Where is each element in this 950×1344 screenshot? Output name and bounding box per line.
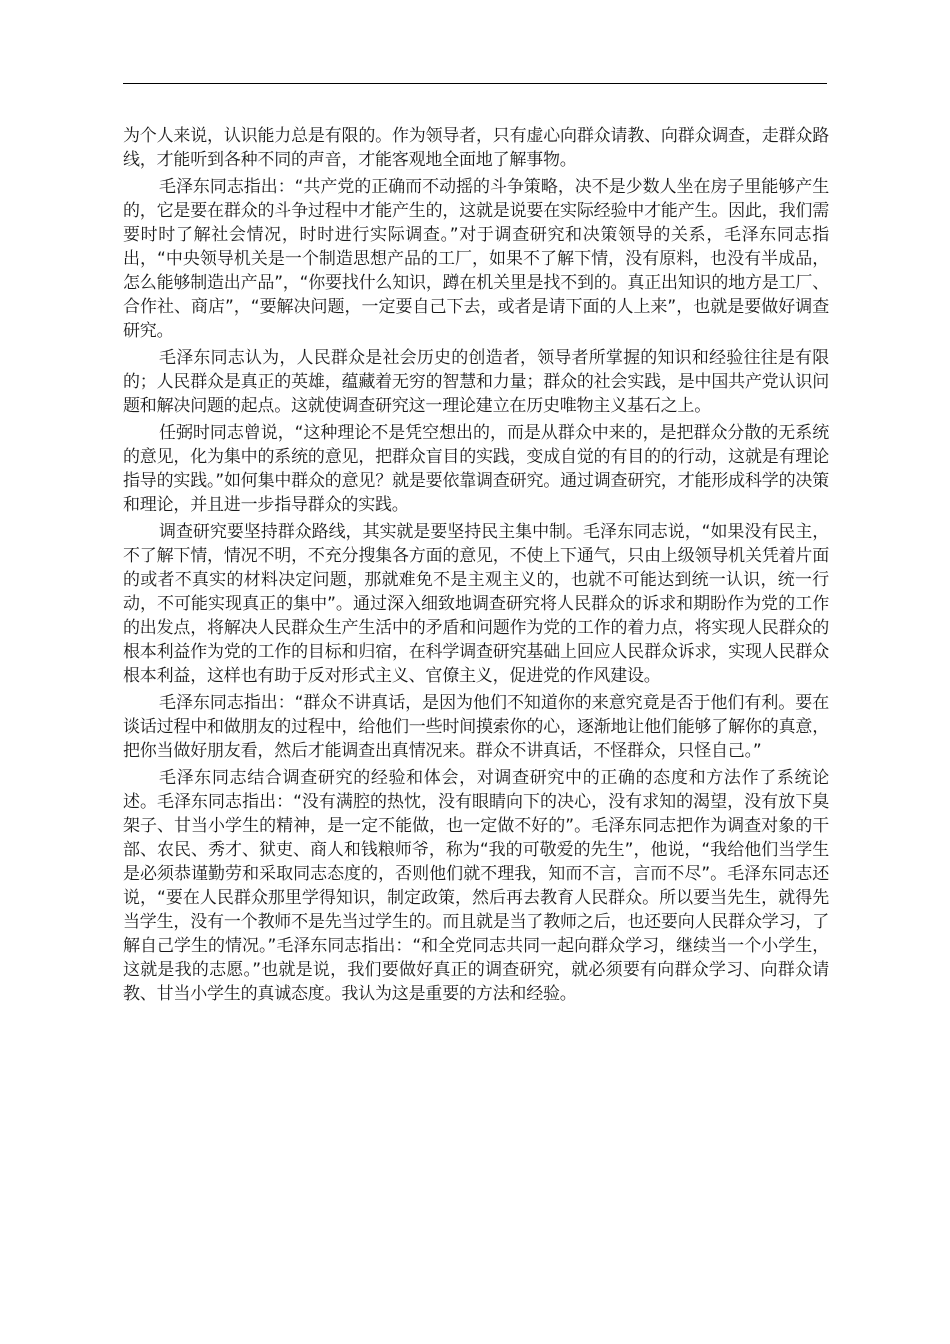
- paragraph-4: 任弼时同志曾说，“这种理论不是凭空想出的，而是从群众中来的，是把群众分散的无系统的意见，化为集中的系统的意见，把群众盲目的实践，变成自觉的有目的的行动，这就是有理论指导的实践。”如何集中群众的意见？就是要依靠调查研究。通过调查研究，才能形成科学的决策和理论，并且进一步指导群众的实践。: [123, 423, 829, 515]
- paragraph-5: 调查研究要坚持群众路线，其实就是要坚持民主集中制。毛泽东同志说，“如果没有民主，不了解下情，情况不明，不充分搜集各方面的意见，不使上下通气，只由上级领导机关凭着片面的或者不真实的材料决定问题，那就难免不是主观主义的，也就不可能达到统一认识，统一行动，不可能实现真正的集中”。通过深入细致地调查研究将人民群众的诉求和期盼作为党的工作的出发点，将解决人民群众生产生活中的矛盾和问题作为党的工作的着力点，将实现人民群众的根本利益作为党的工作的目标和归宿，在科学调查研究基础上回应人民群众诉求，实现人民群众根本利益，这样也有助于反对形式主义、官僚主义，促进党的作风建设。: [123, 522, 829, 686]
- paragraph-2: 毛泽东同志指出：“共产党的正确而不动摇的斗争策略，决不是少数人坐在房子里能够产生的，它是要在群众的斗争过程中才能产生的，这就是说要在实际经验中才能产生。因此，我们需要时时了解社会情况，时时进行实际调查。”对于调查研究和决策领导的关系，毛泽东同志指出，“中央领导机关是一个制造思想产品的工厂，如果不了解下情，没有原料，也没有半成品，怎么能够制造出产品”，“你要找什么知识，蹲在机关里是找不到的。真正出知识的地方是工厂、合作社、商店”，“要解决问题，一定要自己下去，或者是请下面的人上来”，也就是要做好调查研究。: [123, 177, 830, 341]
- paragraph-7: 毛泽东同志结合调查研究的经验和体会，对调查研究中的正确的态度和方法作了系统论述。毛泽东同志指出：“没有满腔的热忱，没有眼睛向下的决心，没有求知的渴望，没有放下臭架子、甘当小学生的精神，是一定不能做，也一定做不好的”。毛泽东同志把作为调查对象的干部、农民、秀才、狱吏、商人和钱粮师爷，称为“我的可敬爱的先生”，他说，“我给他们当学生是必须恭谨勤劳和采取同志态度的，否则他们就不理我，知而不言，言而不尽”。毛泽东同志还说，“要在人民群众那里学得知识，制定政策，然后再去教育人民群众。所以要当先生，就得先当学生，没有一个教师不是先当过学生的。而且就是当了教师之后，也还要向人民群众学习，了解自己学生的情况。”毛泽东同志指出：“和全党同志共同一起向群众学习，继续当一个小学生，这就是我的志愿。”也就是说，我们要做好真正的调查研究，就必须要有向群众学习、向群众请教、甘当小学生的真诚态度。我认为这是重要的方法和经验。: [123, 768, 829, 1004]
- paragraph-3: 毛泽东同志认为，人民群众是社会历史的创造者，领导者所掌握的知识和经验往往是有限的；人民群众是真正的英雄，蕴藏着无穷的智慧和力量；群众的社会实践，是中国共产党认识问题和解决问题的起点。这就使调查研究这一理论建立在历史唯物主义基石之上。: [123, 348, 829, 416]
- paragraph-1: 为个人来说，认识能力总是有限的。作为领导者，只有虚心向群众请教、向群众调查，走群众路线，才能听到各种不同的声音，才能客观地全面地了解事物。: [123, 126, 829, 170]
- document-body: [123, 124, 829, 1009]
- paragraph-6: 毛泽东同志指出：“群众不讲真话，是因为他们不知道你的来意究竟是否于他们有利。要在谈话过程中和做朋友的过程中，给他们一些时间摸索你的心，逐渐地让他们能够了解你的真意，把你当做好朋友看，然后才能调查出真情况来。群众不讲真话，不怪群众，只怪自己。”: [123, 693, 829, 761]
- header-rule: [123, 83, 827, 84]
